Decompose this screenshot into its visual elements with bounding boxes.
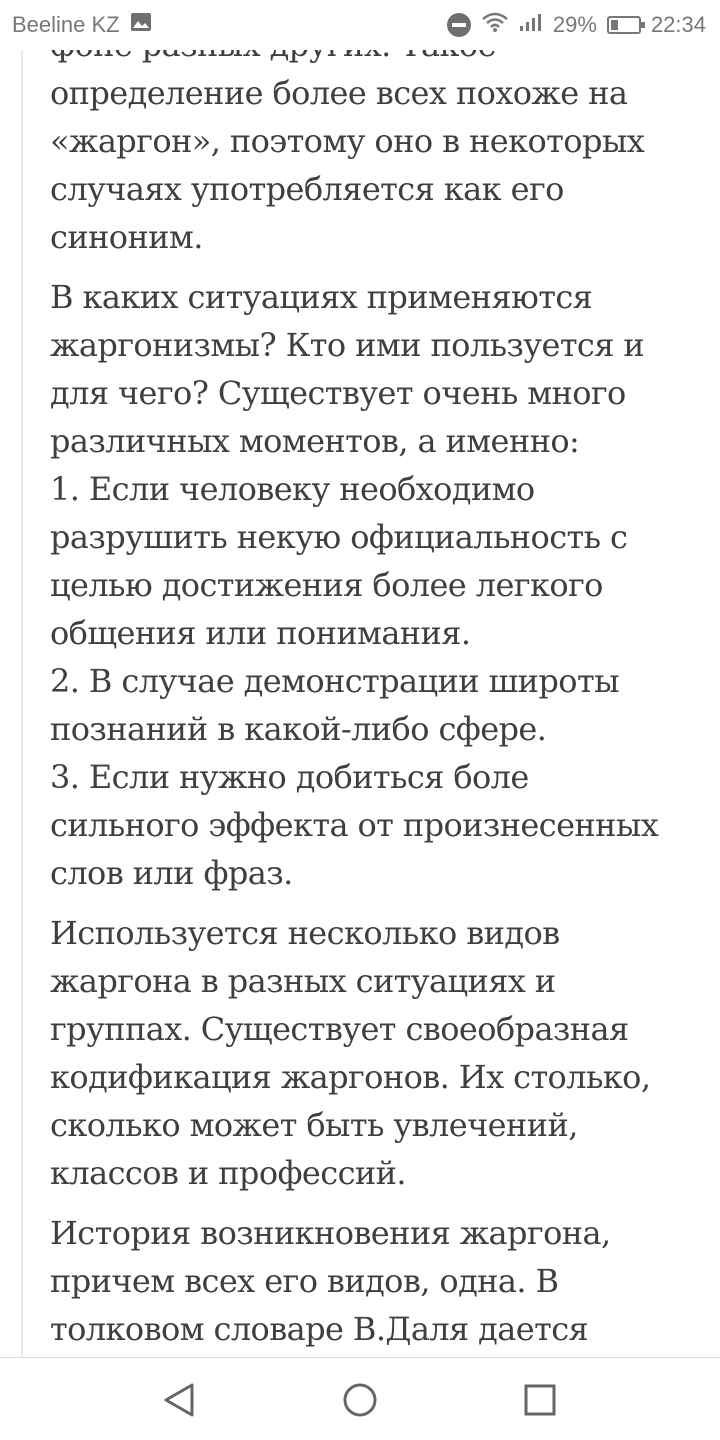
do-not-disturb-icon	[447, 13, 471, 37]
back-icon	[160, 1380, 200, 1420]
article-paragraph	[50, 1209, 675, 1353]
clock: 22:34	[650, 12, 706, 37]
text-line: жаргонизмы? Кто ими пользуется и	[50, 326, 645, 364]
text-line: жаргона в разных ситуациях и	[50, 962, 556, 1000]
article-paragraph	[50, 21, 675, 261]
text-line: разрушить некую официальность с	[50, 518, 628, 556]
text-line: История возникновения жаргона,	[50, 1214, 611, 1252]
battery-icon	[607, 16, 641, 34]
text-line: познаний в какой-либо сфере.	[50, 710, 547, 748]
content-left-border	[21, 0, 23, 1357]
text-line: 2. В случае демонстрации широты	[50, 662, 619, 700]
text-line: сколько может быть увлечений,	[50, 1106, 578, 1144]
text-line: кодификация жаргонов. Их столько,	[50, 1058, 651, 1096]
status-bar	[0, 0, 720, 50]
text-line: 3. Если нужно добиться боле	[50, 758, 529, 796]
carrier-name: Beeline KZ	[12, 12, 120, 37]
text-line: целью достижения более легкого	[50, 566, 603, 604]
text-line: общения или понимания.	[50, 614, 471, 652]
text-line: группах. Существует своеобразная	[50, 1010, 629, 1048]
navigation-bar	[0, 1357, 720, 1440]
text-line: толковом словаре В.Даля дается	[50, 1310, 589, 1348]
text-line: В каких ситуациях применяются	[50, 278, 593, 316]
article-paragraph	[50, 909, 675, 1197]
text-line: для чего? Существует очень много	[50, 374, 626, 412]
image-notification-icon	[130, 12, 152, 38]
text-line: слов или фраз.	[50, 854, 293, 892]
text-line: Используется несколько видов	[50, 914, 560, 952]
home-icon	[340, 1380, 380, 1420]
text-line: различных моментов, а именно:	[50, 422, 580, 460]
text-line: случаях употребляется как его	[50, 170, 564, 208]
back-button[interactable]	[158, 1378, 202, 1422]
recents-icon	[520, 1380, 560, 1420]
article-text	[50, 21, 675, 1357]
signal-icon	[519, 12, 543, 38]
text-line: 1. Если человеку необходимо	[50, 470, 535, 508]
text-line: классов и профессий.	[50, 1154, 406, 1192]
home-button[interactable]	[338, 1378, 382, 1422]
wifi-icon	[481, 11, 509, 39]
text-line: «жаргон», поэтому оно в некоторых	[50, 122, 645, 160]
text-line: причем всех его видов, одна. В	[50, 1262, 559, 1300]
article-paragraph	[50, 273, 675, 897]
recents-button[interactable]	[518, 1378, 562, 1422]
text-line: определение более всех похоже на	[50, 74, 628, 112]
text-line: синоним.	[50, 218, 203, 256]
text-line: сильного эффекта от произнесенных	[50, 806, 659, 844]
battery-percent: 29%	[552, 12, 597, 37]
